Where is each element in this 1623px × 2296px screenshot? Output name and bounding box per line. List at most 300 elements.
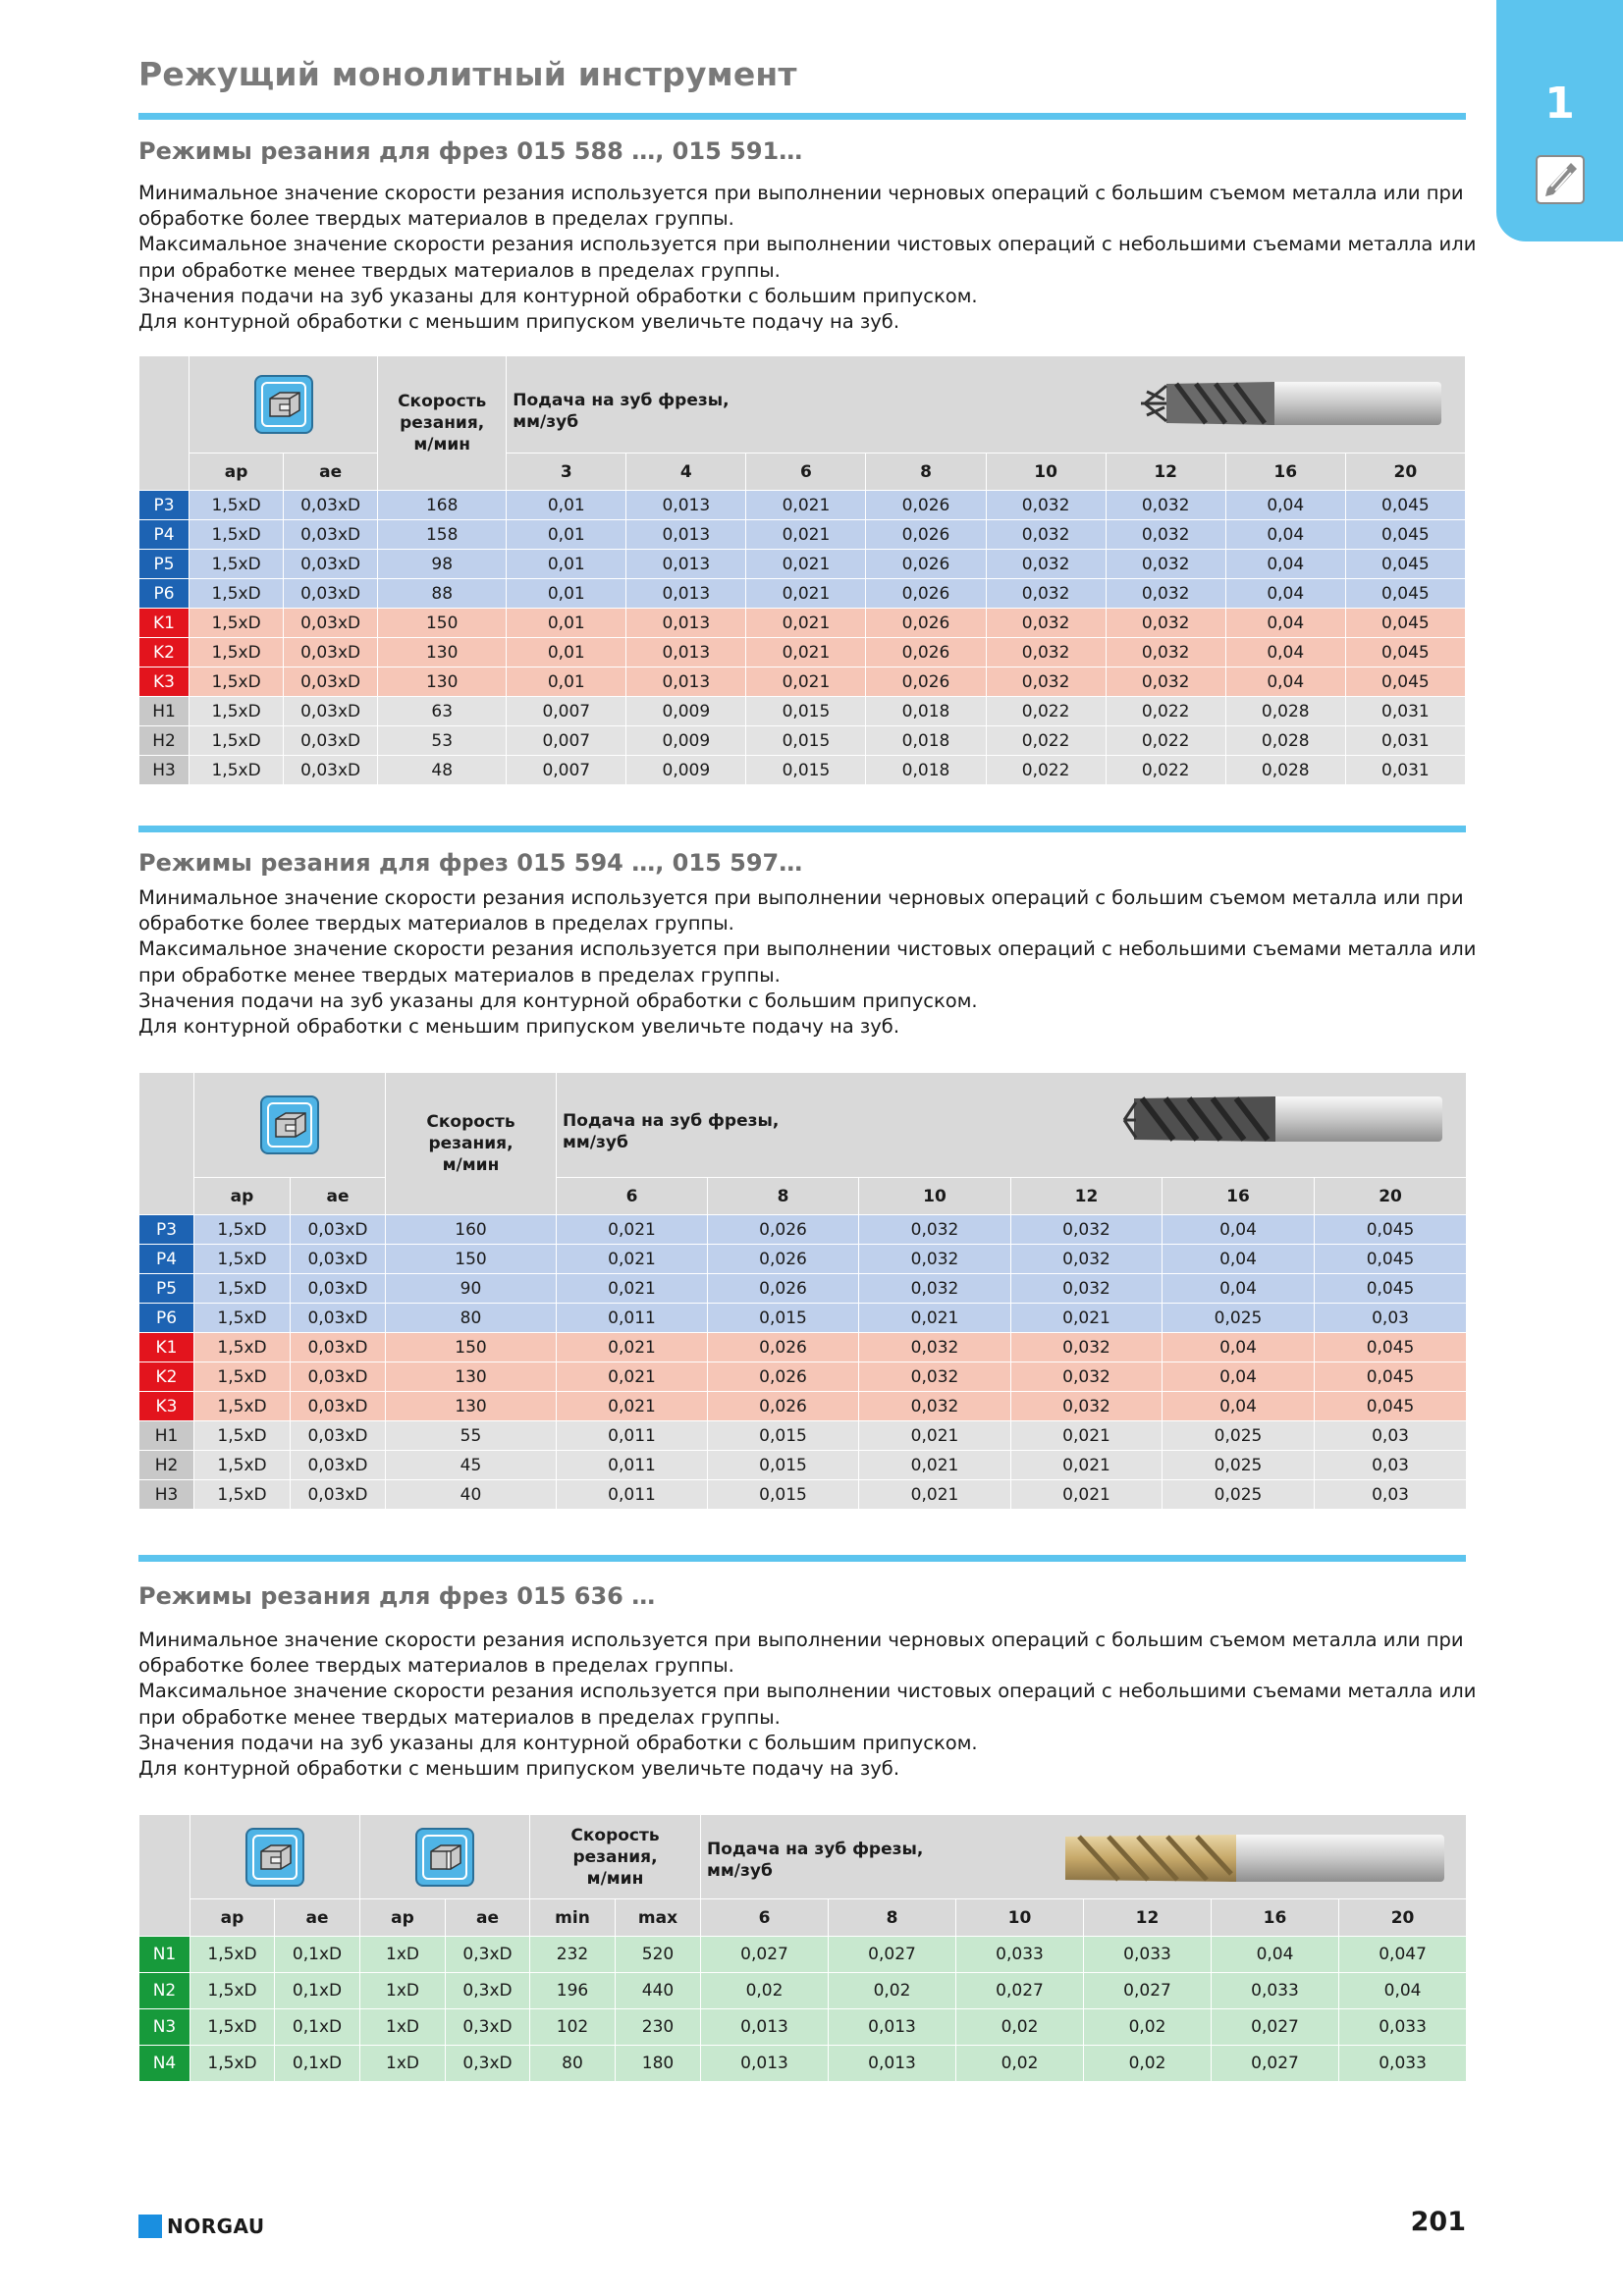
feed-cell: 0,02	[1084, 2009, 1212, 2046]
section-2-text	[138, 885, 1477, 1040]
feed-cell: 0,032	[859, 1362, 1011, 1392]
chapter-number: 1	[1544, 79, 1575, 129]
ap-cell: 1,5xD	[189, 697, 284, 726]
feed-cell: 0,028	[1225, 726, 1345, 756]
feed-header	[557, 1073, 1467, 1178]
feed-cell: 0,02	[956, 2046, 1084, 2082]
feed-cell: 0,021	[557, 1245, 708, 1274]
feed-cell: 0,011	[557, 1451, 708, 1480]
ap-cell: 1,5xD	[189, 550, 284, 579]
ae-cell: 0,3xD	[446, 1973, 530, 2009]
feed-cell: 0,032	[859, 1245, 1011, 1274]
ae-cell: 0,03xD	[284, 726, 378, 756]
text-line: Минимальное значение скорости резания используется при выполнении черновых операций с большим съемом металла или при	[138, 886, 1464, 909]
feed-cell: 0,032	[1106, 550, 1225, 579]
table-row	[139, 1421, 1467, 1451]
ap-cell: 1,5xD	[190, 2046, 275, 2082]
feed-cell: 0,045	[1345, 667, 1465, 697]
table-row	[139, 2009, 1467, 2046]
milling-strategy-icon	[245, 1828, 304, 1887]
section-3-divider	[138, 1555, 1466, 1562]
ap-cell: 1,5xD	[194, 1274, 291, 1304]
speed-cell: 130	[378, 667, 507, 697]
speed-label-line: Скорость	[426, 1112, 515, 1132]
cutting-table-2	[138, 1072, 1467, 1510]
feed-cell: 0,045	[1345, 579, 1465, 609]
material-code-cell: N3	[139, 2009, 190, 2046]
text-line: при обработке менее твердых материалов в пределах группы.	[138, 258, 781, 282]
speed-label-line: Скорость	[570, 1825, 660, 1845]
feed-cell: 0,018	[866, 697, 986, 726]
feed-cell: 0,013	[829, 2009, 956, 2046]
ap-cell: 1,5xD	[189, 667, 284, 697]
cutting-table-3	[138, 1814, 1467, 2082]
feed-cell: 0,021	[1011, 1304, 1163, 1333]
speed-label-line: м/мин	[413, 435, 471, 454]
diameter-header: 16	[1225, 454, 1345, 491]
ap-cell: 1,5xD	[194, 1215, 291, 1245]
header-divider	[138, 113, 1466, 120]
feed-cell: 0,021	[557, 1362, 708, 1392]
text-line: Минимальное значение скорости резания используется при выполнении черновых операций с большим съемом металла или при	[138, 1629, 1464, 1651]
ae-cell: 0,03xD	[291, 1421, 386, 1451]
material-code-cell: K2	[139, 638, 189, 667]
feed-cell: 0,045	[1345, 491, 1465, 520]
material-code-cell: H3	[139, 1480, 194, 1510]
ae-header: ae	[291, 1178, 386, 1215]
material-code-cell: N4	[139, 2046, 190, 2082]
feed-cell: 0,03	[1315, 1421, 1467, 1451]
feed-cell: 0,032	[1011, 1245, 1163, 1274]
table-row	[139, 1973, 1467, 2009]
feed-cell: 0,007	[507, 756, 626, 785]
end-mill-image	[1118, 1081, 1452, 1157]
ae-cell: 0,03xD	[291, 1451, 386, 1480]
feed-cell: 0,04	[1225, 667, 1345, 697]
feed-cell: 0,032	[986, 609, 1106, 638]
text-line: Значения подачи на зуб указаны для контурной обработки с большим припуском.	[138, 284, 978, 307]
feed-cell: 0,045	[1345, 550, 1465, 579]
feed-cell: 0,021	[746, 609, 866, 638]
speed-label-line: м/мин	[586, 1868, 644, 1889]
feed-cell: 0,031	[1345, 726, 1465, 756]
feed-cell: 0,015	[708, 1451, 859, 1480]
table-row	[139, 1937, 1467, 1973]
text-line: при обработке менее твердых материалов в пределах группы.	[138, 963, 781, 987]
material-code-cell: H1	[139, 697, 189, 726]
milling-strategy-icon	[415, 1828, 474, 1887]
diameter-header: 8	[866, 454, 986, 491]
feed-cell: 0,04	[1225, 550, 1345, 579]
ae-cell: 0,1xD	[275, 1973, 360, 2009]
feed-cell: 0,01	[507, 667, 626, 697]
table-row	[139, 726, 1466, 756]
diameter-header: 6	[701, 1899, 829, 1937]
page-number: 201	[1410, 2207, 1466, 2237]
speed-cell: 53	[378, 726, 507, 756]
feed-cell: 0,032	[986, 520, 1106, 550]
ap-cell: 1,5xD	[189, 638, 284, 667]
feed-cell: 0,026	[708, 1362, 859, 1392]
material-code-cell: N2	[139, 1973, 190, 2009]
feed-cell: 0,013	[626, 550, 746, 579]
ap-cell: 1,5xD	[194, 1304, 291, 1333]
feed-cell: 0,018	[866, 756, 986, 785]
feed-cell: 0,045	[1345, 520, 1465, 550]
ap-cell: 1,5xD	[189, 579, 284, 609]
ae-header: ae	[284, 454, 378, 491]
speed-cell: 150	[386, 1245, 557, 1274]
ap-cell: 1,5xD	[194, 1333, 291, 1362]
ap-header: ap	[189, 454, 284, 491]
feed-cell: 0,02	[1084, 2046, 1212, 2082]
speed-min-cell: 232	[530, 1937, 616, 1973]
feed-cell: 0,03	[1315, 1451, 1467, 1480]
speed-cell: 168	[378, 491, 507, 520]
feed-cell: 0,021	[1011, 1421, 1163, 1451]
feed-cell: 0,01	[507, 520, 626, 550]
material-code-cell: P4	[139, 520, 189, 550]
text-line: обработке более твердых материалов в пределах группы.	[138, 1654, 734, 1678]
feed-cell: 0,026	[708, 1333, 859, 1362]
speed-max-cell: 520	[616, 1937, 701, 1973]
material-code-cell: P3	[139, 1215, 194, 1245]
feed-cell: 0,027	[1212, 2009, 1339, 2046]
feed-cell: 0,025	[1163, 1304, 1315, 1333]
feed-cell: 0,021	[746, 550, 866, 579]
ae-cell: 0,03xD	[291, 1215, 386, 1245]
ap-cell: 1xD	[360, 2046, 446, 2082]
text-line: Значения подачи на зуб указаны для контурной обработки с большим припуском.	[138, 988, 978, 1012]
feed-cell: 0,021	[746, 667, 866, 697]
speed-cell: 45	[386, 1451, 557, 1480]
feed-cell: 0,045	[1345, 638, 1465, 667]
speed-header	[530, 1815, 701, 1899]
ap-cell: 1,5xD	[190, 1937, 275, 1973]
material-code-cell: H2	[139, 726, 189, 756]
ap-cell: 1,5xD	[190, 1973, 275, 2009]
speed-cell: 158	[378, 520, 507, 550]
brand-square-icon	[138, 2215, 162, 2238]
feed-cell: 0,033	[1212, 1973, 1339, 2009]
table-row	[139, 1480, 1467, 1510]
speed-cell: 130	[386, 1392, 557, 1421]
feed-cell: 0,022	[986, 726, 1106, 756]
chapter-tab[interactable]	[1496, 0, 1623, 241]
feed-cell: 0,026	[708, 1392, 859, 1421]
ap-header: ap	[360, 1899, 446, 1937]
material-code-cell: K1	[139, 1333, 194, 1362]
diameter-header: 8	[829, 1899, 956, 1937]
ae-cell: 0,03xD	[284, 609, 378, 638]
feed-cell: 0,021	[746, 579, 866, 609]
ae-cell: 0,1xD	[275, 2046, 360, 2082]
feed-cell: 0,032	[1106, 520, 1225, 550]
page-title: Режущий монолитный инструмент	[138, 55, 797, 93]
feed-cell: 0,045	[1315, 1245, 1467, 1274]
feed-cell: 0,04	[1225, 491, 1345, 520]
table-row	[139, 520, 1466, 550]
table-3-body	[139, 1937, 1467, 2082]
feed-cell: 0,02	[701, 1973, 829, 2009]
feed-cell: 0,021	[746, 638, 866, 667]
diameter-header: 12	[1011, 1178, 1163, 1215]
feed-cell: 0,04	[1163, 1215, 1315, 1245]
table-row	[139, 609, 1466, 638]
table-row	[139, 491, 1466, 520]
text-line: Для контурной обработки с меньшим припуском увеличьте подачу на зуб.	[138, 310, 900, 334]
speed-cell: 160	[386, 1215, 557, 1245]
speed-cell: 88	[378, 579, 507, 609]
end-mill-image	[1059, 1823, 1452, 1892]
feed-cell: 0,026	[708, 1245, 859, 1274]
feed-cell: 0,015	[746, 726, 866, 756]
material-code-cell: K3	[139, 667, 189, 697]
feed-cell: 0,04	[1225, 520, 1345, 550]
feed-cell: 0,026	[866, 520, 986, 550]
table-row	[139, 1304, 1467, 1333]
text-line: Максимальное значение скорости резания используется при выполнении чистовых операций с небольшими съемами металла или	[138, 937, 1477, 961]
feed-cell: 0,033	[956, 1937, 1084, 1973]
feed-cell: 0,011	[557, 1421, 708, 1451]
feed-cell: 0,021	[746, 520, 866, 550]
milling-icon-cell	[190, 1815, 360, 1899]
ap-cell: 1,5xD	[189, 756, 284, 785]
feed-cell: 0,032	[986, 491, 1106, 520]
material-code-cell: H1	[139, 1421, 194, 1451]
diameter-header: 20	[1315, 1178, 1467, 1215]
ae-cell: 0,03xD	[284, 756, 378, 785]
material-code-cell: P5	[139, 1274, 194, 1304]
feed-cell: 0,03	[1315, 1304, 1467, 1333]
feed-cell: 0,015	[708, 1480, 859, 1510]
feed-cell: 0,013	[829, 2046, 956, 2082]
feed-cell: 0,022	[1106, 697, 1225, 726]
feed-cell: 0,026	[708, 1274, 859, 1304]
speed-cell: 150	[378, 609, 507, 638]
feed-cell: 0,031	[1345, 697, 1465, 726]
feed-label-line: мм/зуб	[563, 1133, 628, 1152]
material-code-cell: K3	[139, 1392, 194, 1421]
feed-cell: 0,025	[1163, 1421, 1315, 1451]
milling-strategy-icon	[254, 375, 313, 434]
table-row	[139, 1392, 1467, 1421]
text-line: Максимальное значение скорости резания используется при выполнении чистовых операций с небольшими съемами металла или	[138, 233, 1477, 256]
ae-cell: 0,3xD	[446, 2009, 530, 2046]
text-line: Для контурной обработки с меньшим припуском увеличьте подачу на зуб.	[138, 1015, 900, 1039]
feed-cell: 0,04	[1339, 1973, 1467, 2009]
feed-cell: 0,04	[1163, 1274, 1315, 1304]
section-1-text	[138, 181, 1477, 335]
ae-cell: 0,03xD	[291, 1333, 386, 1362]
feed-label-line: Подача на зуб фрезы,	[707, 1840, 924, 1859]
speed-cell: 40	[386, 1480, 557, 1510]
feed-cell: 0,032	[986, 579, 1106, 609]
feed-cell: 0,018	[866, 726, 986, 756]
ae-cell: 0,3xD	[446, 1937, 530, 1973]
diameter-header: 20	[1339, 1899, 1467, 1937]
speed-label-line: резания,	[400, 413, 485, 433]
feed-cell: 0,032	[986, 667, 1106, 697]
feed-cell: 0,013	[701, 2046, 829, 2082]
feed-cell: 0,027	[1212, 2046, 1339, 2082]
feed-cell: 0,04	[1163, 1392, 1315, 1421]
material-code-cell: N1	[139, 1937, 190, 1973]
feed-header	[507, 356, 1466, 454]
section-2-title: Режимы резания для фрез 015 594 …, 015 597…	[138, 849, 803, 877]
feed-cell: 0,045	[1315, 1392, 1467, 1421]
ap-cell: 1,5xD	[194, 1392, 291, 1421]
feed-cell: 0,022	[986, 697, 1106, 726]
ae-cell: 0,03xD	[284, 520, 378, 550]
ae-cell: 0,03xD	[284, 491, 378, 520]
table-row	[139, 550, 1466, 579]
table-row	[139, 638, 1466, 667]
feed-cell: 0,01	[507, 579, 626, 609]
diameter-header: 10	[956, 1899, 1084, 1937]
feed-cell: 0,015	[708, 1421, 859, 1451]
feed-cell: 0,009	[626, 726, 746, 756]
feed-cell: 0,027	[1084, 1973, 1212, 2009]
ap-cell: 1,5xD	[194, 1362, 291, 1392]
feed-cell: 0,021	[1011, 1451, 1163, 1480]
feed-cell: 0,025	[1163, 1451, 1315, 1480]
speed-min-cell: 102	[530, 2009, 616, 2046]
feed-cell: 0,045	[1345, 609, 1465, 638]
ap-cell: 1xD	[360, 1973, 446, 2009]
diameter-header: 16	[1212, 1899, 1339, 1937]
material-code-cell: P6	[139, 1304, 194, 1333]
ae-cell: 0,1xD	[275, 2009, 360, 2046]
feed-cell: 0,011	[557, 1480, 708, 1510]
table-corner	[139, 356, 189, 491]
material-code-cell: P3	[139, 491, 189, 520]
feed-cell: 0,045	[1315, 1274, 1467, 1304]
feed-cell: 0,032	[1106, 491, 1225, 520]
ap-cell: 1xD	[360, 2009, 446, 2046]
diameter-header: 16	[1163, 1178, 1315, 1215]
diameter-header: 12	[1106, 454, 1225, 491]
diameter-header: 20	[1345, 454, 1465, 491]
feed-cell: 0,033	[1084, 1937, 1212, 1973]
material-code-cell: P5	[139, 550, 189, 579]
table-corner	[139, 1073, 194, 1215]
table-row	[139, 756, 1466, 785]
speed-cell: 80	[386, 1304, 557, 1333]
feed-cell: 0,021	[1011, 1480, 1163, 1510]
diameter-header: 10	[986, 454, 1106, 491]
ae-cell: 0,03xD	[284, 550, 378, 579]
table-row	[139, 697, 1466, 726]
text-line: при обработке менее твердых материалов в пределах группы.	[138, 1705, 781, 1729]
milling-strategy-icon	[260, 1095, 319, 1154]
feed-cell: 0,04	[1163, 1245, 1315, 1274]
max-header: max	[616, 1899, 701, 1937]
feed-cell: 0,028	[1225, 697, 1345, 726]
section-2-divider	[138, 826, 1466, 832]
speed-header	[386, 1073, 557, 1215]
text-line: Для контурной обработки с меньшим припуском увеличьте подачу на зуб.	[138, 1757, 900, 1781]
ap-cell: 1,5xD	[189, 520, 284, 550]
feed-cell: 0,021	[557, 1274, 708, 1304]
speed-cell: 150	[386, 1333, 557, 1362]
feed-cell: 0,026	[866, 638, 986, 667]
feed-cell: 0,03	[1315, 1480, 1467, 1510]
ae-cell: 0,03xD	[291, 1245, 386, 1274]
ae-cell: 0,03xD	[284, 667, 378, 697]
feed-cell: 0,01	[507, 550, 626, 579]
feed-header	[701, 1815, 1467, 1899]
feed-cell: 0,021	[859, 1421, 1011, 1451]
ae-cell: 0,03xD	[284, 697, 378, 726]
cutting-table-1	[138, 355, 1466, 785]
feed-cell: 0,021	[859, 1451, 1011, 1480]
feed-cell: 0,021	[557, 1333, 708, 1362]
milling-icon-cell	[189, 356, 378, 454]
feed-cell: 0,021	[859, 1480, 1011, 1510]
ae-cell: 0,03xD	[291, 1392, 386, 1421]
feed-cell: 0,031	[1345, 756, 1465, 785]
material-code-cell: K1	[139, 609, 189, 638]
feed-label-line: мм/зуб	[707, 1861, 773, 1881]
feed-cell: 0,021	[859, 1304, 1011, 1333]
speed-max-cell: 440	[616, 1973, 701, 2009]
ae-cell: 0,03xD	[291, 1304, 386, 1333]
feed-cell: 0,032	[1011, 1362, 1163, 1392]
feed-label-line: мм/зуб	[513, 412, 579, 432]
material-code-cell: P4	[139, 1245, 194, 1274]
feed-cell: 0,045	[1315, 1362, 1467, 1392]
text-line: Значения подачи на зуб указаны для контурной обработки с большим припуском.	[138, 1731, 978, 1754]
feed-label-line: Подача на зуб фрезы,	[563, 1111, 780, 1131]
speed-cell: 98	[378, 550, 507, 579]
table-row	[139, 1362, 1467, 1392]
speed-cell: 63	[378, 697, 507, 726]
table-row	[139, 1215, 1467, 1245]
feed-cell: 0,026	[866, 667, 986, 697]
speed-min-cell: 196	[530, 1973, 616, 2009]
table-1-body	[139, 491, 1466, 785]
feed-cell: 0,027	[829, 1937, 956, 1973]
end-mill-image	[1137, 364, 1451, 443]
feed-cell: 0,015	[746, 697, 866, 726]
feed-cell: 0,021	[557, 1215, 708, 1245]
feed-cell: 0,022	[1106, 726, 1225, 756]
feed-cell: 0,032	[986, 638, 1106, 667]
speed-cell: 48	[378, 756, 507, 785]
table-2-body	[139, 1215, 1467, 1510]
section-1-title: Режимы резания для фрез 015 588 …, 015 591…	[138, 137, 803, 165]
diameter-header: 6	[557, 1178, 708, 1215]
table-row	[139, 2046, 1467, 2082]
feed-cell: 0,022	[1106, 756, 1225, 785]
feed-cell: 0,021	[746, 491, 866, 520]
table-row	[139, 579, 1466, 609]
feed-cell: 0,007	[507, 697, 626, 726]
ae-cell: 0,03xD	[284, 579, 378, 609]
feed-cell: 0,032	[1106, 667, 1225, 697]
ae-header: ae	[446, 1899, 530, 1937]
feed-cell: 0,01	[507, 609, 626, 638]
feed-cell: 0,013	[626, 667, 746, 697]
speed-cell: 90	[386, 1274, 557, 1304]
ap-cell: 1,5xD	[194, 1245, 291, 1274]
brand-logo: NORGAU	[167, 2215, 265, 2238]
material-code-cell: K2	[139, 1362, 194, 1392]
speed-label-line: резания,	[428, 1134, 514, 1153]
feed-cell: 0,013	[701, 2009, 829, 2046]
feed-cell: 0,033	[1339, 2009, 1467, 2046]
